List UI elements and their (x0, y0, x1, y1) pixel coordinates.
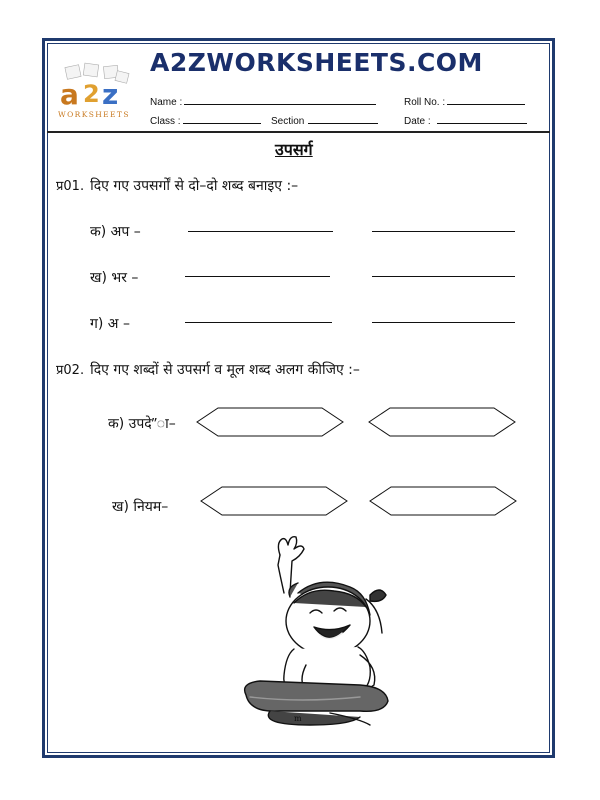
girl-raising-hand-illustration (210, 535, 400, 730)
q1-item-2-answer-line-2 (372, 276, 515, 277)
q2-item-1-label: क) उपदे”ा– (108, 416, 176, 432)
class-field (150, 114, 261, 127)
q1-item-3-answer-line-1 (185, 322, 332, 323)
q1-item-3-label: ग) अ – (90, 316, 130, 332)
question-1-number: प्र01. (56, 179, 85, 194)
question-2-number: प्र02. (56, 363, 85, 378)
class-input-line (183, 114, 261, 124)
name-label: Name : (150, 97, 183, 108)
question-2 (56, 360, 360, 379)
logo-letter-z: z (102, 78, 119, 111)
section-field (271, 114, 378, 127)
roll-input-line (447, 95, 525, 105)
q2-item-1-answer-box-2 (368, 407, 516, 437)
q1-item-2-answer-line-1 (185, 276, 330, 277)
worksheet-heading: उपसर्ग (275, 140, 313, 159)
header-divider (47, 131, 550, 133)
date-input-line (437, 114, 527, 124)
question-1-text: दिए गए उपसर्गों से दो–दो शब्द बनाइए :– (90, 178, 299, 194)
class-label: Class : (150, 116, 181, 127)
q2-item-2-label: ख) नियम– (112, 499, 169, 515)
section-input-line (308, 114, 378, 124)
q1-item-1-label: क) अप – (90, 224, 141, 240)
site-title: A2ZWORKSHEETS.COM (150, 48, 483, 77)
question-1 (56, 176, 298, 195)
artist-signature: m (294, 714, 302, 723)
hair-bow-icon (370, 590, 386, 601)
q1-item-1-answer-line-2 (372, 231, 515, 232)
date-field (404, 114, 527, 127)
logo-subtext: WORKSHEETS (58, 110, 130, 119)
logo-digit-2: 2 (83, 80, 100, 108)
q2-item-2-answer-box-1 (200, 486, 348, 516)
q2-item-2-answer-box-2 (369, 486, 517, 516)
date-label: Date : (404, 116, 431, 127)
name-field (150, 95, 376, 108)
q1-item-1-answer-line-1 (188, 231, 333, 232)
roll-label: Roll No. : (404, 97, 446, 108)
name-input-line (184, 95, 376, 105)
question-2-text: दिए गए शब्दों से उपसर्ग व मूल शब्द अलग कीजिए :– (90, 362, 360, 378)
q1-item-2-label: ख) भर – (90, 270, 139, 286)
q1-item-3-answer-line-2 (372, 322, 515, 323)
roll-field (404, 95, 525, 108)
a2z-logo (56, 62, 138, 122)
logo-letter-a: a (60, 78, 79, 111)
section-label: Section (271, 116, 305, 127)
q2-item-1-answer-box-1 (196, 407, 344, 437)
